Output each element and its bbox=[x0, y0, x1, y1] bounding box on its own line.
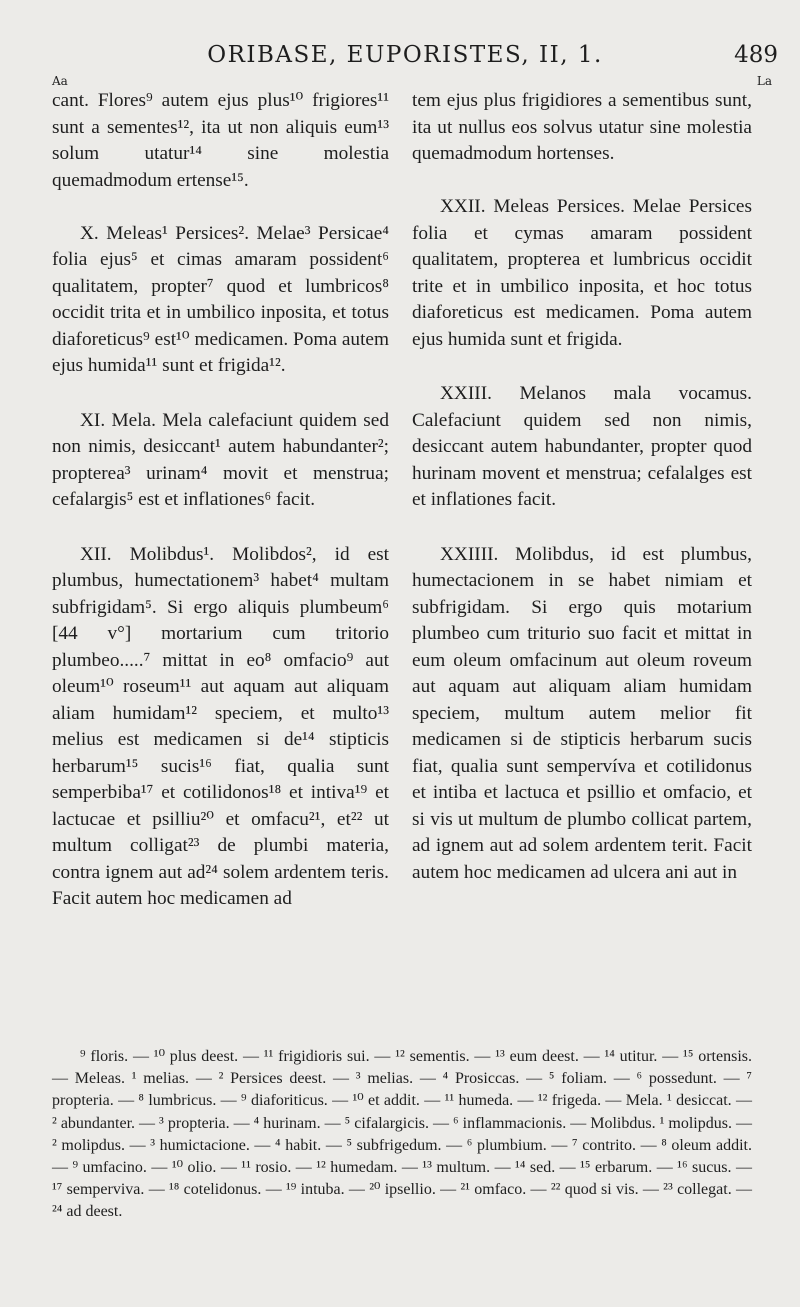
left-paragraph: cant. Flores⁹ autem ejus plus¹⁰ frigiores¹¹ sunt a sementes¹², ita ut non aliquis eum¹³ solum utatur¹⁴ sine molestia quemadmodum ertense¹⁵. bbox=[52, 90, 389, 191]
footnotes bbox=[52, 1046, 752, 1224]
right-paragraph: XXIIII. Molibdus, id est plumbus, humectacionem in se habet nimiam et subfrigidam. Si ergo quis motarium plumbeo cum triturio suo facit et mittat in eum oleum omfacinum aut oleum roveum aut aquam aut aliquam aliam humidam speciem, multum autem melior fit medicamen si de stipticis herbarum sucis fiat, qualia sunt sempervíva et cotilidonus et intiba et lactuca et psillio et omfacio, et si vis ut multum de plumbo collicat partem, ad ignem aut ad solem ardentem terit. Facit autem hoc medicamen ad ulcera ani aut in bbox=[412, 543, 752, 883]
left-column-mark: Aa bbox=[52, 74, 68, 88]
left-paragraph: X. Meleas¹ Persices². Melae³ Persicae⁴ folia ejus⁵ et cimas amaram possident⁶ qualitatem, propter⁷ quod et lumbricos⁸ occidit trita et in umbilico inposita, et totus diaforeticus⁹ est¹⁰ medicamen. Poma autem ejus humida¹¹ sunt et frigida¹². bbox=[52, 222, 389, 376]
right-paragraph: XXII. Meleas Persices. Melae Persices folia et cymas amaram possident qualitatem, propterea et lumbricus occidit trite et in umbilico inposita, et hoc totus diaforeticus est medicamen. Poma autem ejus humida sunt et frigida. bbox=[412, 196, 752, 350]
right-column bbox=[412, 88, 752, 886]
left-paragraph: XII. Molibdus¹. Molibdos², id est plumbus, humectationem³ habet⁴ multam subfrigidam⁵. Si ergo aliquis plumbeum⁶ [44 v°] mortarium cum tritorio plumbeo.....⁷ mittat in eo⁸ omfacio⁹ aut oleum¹⁰ roseum¹¹ aut aquam aut aliquam aliam humidam¹² speciem, et multo¹³ melius est medicamen si de¹⁴ stipticis herbarum¹⁵ sucis¹⁶ fiat, qualia sunt semperbiba¹⁷ et cotilidonos¹⁸ et intiva¹⁹ et lactucae et psilliu²⁰ et omfacu²¹, et²² ut multum colligat²³ de plumbi materia, contra ignem aut ad²⁴ solem ardentem teris. Facit autem hoc medicamen ad bbox=[52, 543, 389, 909]
left-column bbox=[52, 88, 389, 913]
page-number: 489 bbox=[734, 42, 778, 68]
right-paragraph: XXIII. Melanos mala vocamus. Calefaciunt quidem sed non nimis, desiccant autem habundanter, propter quod hurinam movent et menstrua; cefalalges est et inflationes facit. bbox=[412, 383, 752, 510]
right-paragraph: tem ejus plus frigidiores a sementibus sunt, ita ut nullus eos solvus utatur sine molestia quemadmodum hortenses. bbox=[412, 90, 752, 164]
running-title: ORIBASE, EUPORISTES, II, 1. bbox=[207, 42, 603, 68]
footnote-text: ⁹ floris. — ¹⁰ plus deest. — ¹¹ frigidioris sui. — ¹² sementis. — ¹³ eum deest. — ¹⁴ utitur. — ¹⁵ ortensis. — Meleas. ¹ melias. — ² Persices deest. — ³ melias. — ⁴ Prosiccas. — ⁵ foliam. — ⁶ possedunt. — ⁷ propteria. — ⁸ lumbricus. — ⁹ diaforiticus. — ¹⁰ et addit. — ¹¹ humeda. — ¹² frigeda. — Mela. ¹ desiccat. — ² abundanter. — ³ propteria. — ⁴ hurinam. — ⁵ cifalargicis. — ⁶ inflammacionis. — Molibdus. ¹ molipdus. — ² molipdus. — ³ humictacione. — ⁴ habit. — ⁵ subfrigedum. — ⁶ plumbium. — ⁷ contrito. — ⁸ oleum addit. — ⁹ umfacino. — ¹⁰ olio. — ¹¹ rosio. — ¹² humedam. — ¹³ multum. — ¹⁴ sed. — ¹⁵ erbarum. — ¹⁶ sucus. — ¹⁷ semperviva. — ¹⁸ cotelidonus. — ¹⁹ intuba. — ²⁰ ipsellio. — ²¹ omfaco. — ²² quod si vis. — ²³ collegat. — ²⁴ ad deest. bbox=[52, 1048, 752, 1221]
right-column-mark: La bbox=[756, 74, 772, 88]
left-paragraph: XI. Mela. Mela calefaciunt quidem sed non nimis, desiccant¹ autem habundanter²; propterea³ urinam⁴ movit et menstrua; cefalargis⁵ est et inflationes⁶ facit. bbox=[52, 409, 389, 510]
